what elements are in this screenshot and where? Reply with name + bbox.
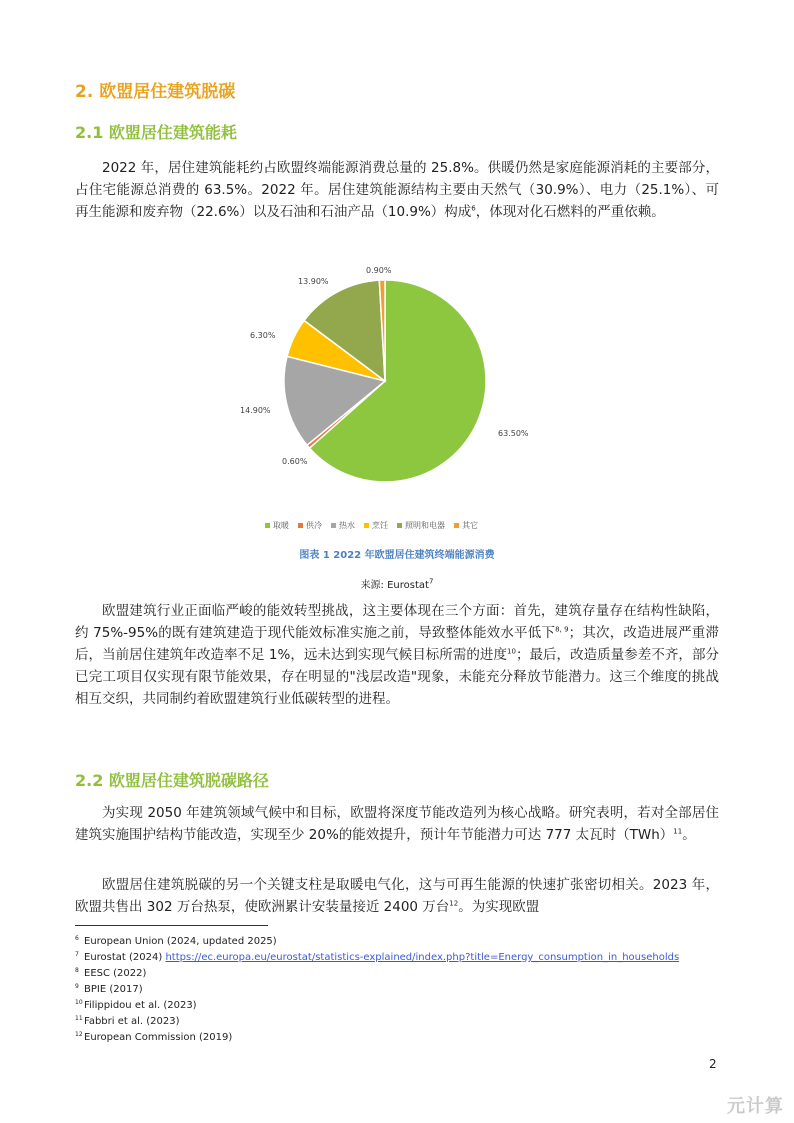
legend-item <box>397 520 445 531</box>
footnote-ref[interactable]: 11 <box>673 827 683 836</box>
legend-swatch <box>298 523 303 528</box>
footnote-ref[interactable]: 8, 9 <box>555 625 569 634</box>
chart-legend <box>265 520 565 531</box>
pie-slice-label: 63.50% <box>498 429 529 438</box>
pie-slice-label: 6.30% <box>250 331 276 340</box>
footnote-ref[interactable]: 10 <box>507 647 516 656</box>
footnote-text: European Commission (2019) <box>84 1032 233 1043</box>
footnote-ref[interactable]: 7 <box>428 577 434 586</box>
legend-swatch <box>331 523 336 528</box>
section-heading-2-2: 2.2 欧盟居住建筑脱碳路径 <box>75 771 269 790</box>
energy-consumption-pie-chart <box>200 258 600 508</box>
paragraph-energy-consumption: 2022 年，居住建筑能耗约占欧盟终端能源消费总量的 25.8%。供暖仍然是家庭能源消耗的主要部分，占住宅能源总消费的 63.5%。2022 年。居住建筑能源结构主要由天然气（30.9%）、电力（25.1%）、可再生能源和废弃物（22.6%）以及石油和石油产品（10.9%）构成$^6$，体现对化石燃料的严重依赖。 <box>75 160 719 220</box>
legend-label: 照明和电器 <box>405 521 445 530</box>
pie-slice-label: 0.90% <box>366 266 392 275</box>
chapter-heading: 2. 欧盟居住建筑脱碳 <box>75 82 236 102</box>
watermark-logo: 元计算 <box>727 1096 784 1117</box>
footnote: 6 European Union (2024, updated 2025) <box>75 934 277 947</box>
legend-label: 其它 <box>462 521 478 530</box>
footnote-text: EESC (2022) <box>84 968 147 979</box>
footnote: 8 EESC (2022) <box>75 966 147 979</box>
paragraph-electrification: 欧盟居住建筑脱碳的另一个关键支柱是取暖电气化，这与可再生能源的快速扩张密切相关。2023 年，欧盟共售出 302 万台热泵，使欧洲累计安装量接近 2400 万台$^{12}$。为实现欧盟 <box>75 877 719 915</box>
page-number: 2 <box>709 1057 717 1071</box>
legend-item <box>364 520 388 531</box>
footnote-ref[interactable]: 12 <box>449 899 459 908</box>
footnote-text: European Union (2024, updated 2025) <box>84 936 277 947</box>
footnote-divider <box>75 925 268 926</box>
footnote-text: Filippidou et al. (2023) <box>84 1000 197 1011</box>
footnote-ref[interactable]: 6 <box>471 204 476 213</box>
footnote: 7 Eurostat (2024) https://ec.europa.eu/eurostat/statistics-explained/index.php?title=Energy_consumption_in_households <box>75 950 680 963</box>
legend-swatch <box>397 523 402 528</box>
figure-source: 来源: Eurostat$^7$ <box>360 577 434 591</box>
legend-swatch <box>454 523 459 528</box>
section-heading-2-1: 2.1 欧盟居住建筑能耗 <box>75 123 237 142</box>
legend-item <box>265 520 289 531</box>
footnote-link[interactable]: https://ec.europa.eu/eurostat/statistics-explained/index.php?title=Energy_consumption_in_households <box>165 952 680 963</box>
legend-item <box>298 520 322 531</box>
footnote: 10Filippidou et al. (2023) <box>75 998 197 1011</box>
pie-slice-label: 14.90% <box>240 406 271 415</box>
legend-label: 热水 <box>339 521 355 530</box>
legend-item <box>331 520 355 531</box>
pie-slice-label: 0.60% <box>282 457 308 466</box>
legend-swatch <box>265 523 270 528</box>
footnote-text: Eurostat (2024) <box>84 952 166 963</box>
legend-swatch <box>364 523 369 528</box>
legend-label: 供冷 <box>306 521 322 530</box>
footnote: 12European Commission (2019) <box>75 1030 233 1043</box>
pie-slice-label: 13.90% <box>298 277 329 286</box>
footnote-list <box>75 934 679 1046</box>
legend-item <box>454 520 478 531</box>
figure-caption: 图表 1 2022 年欧盟居住建筑终端能源消费 <box>299 550 495 561</box>
footnote: 11Fabbri et al. (2023) <box>75 1014 180 1027</box>
legend-label: 烹饪 <box>372 521 388 530</box>
legend-label: 取暖 <box>273 521 289 530</box>
paragraph-deep-retrofit: 为实现 2050 年建筑领域气候中和目标，欧盟将深度节能改造列为核心战略。研究表明，若对全部居住建筑实施围护结构节能改造，实现至少 20%的能效提升，预计年节能潜力可达 777 太瓦时（TWh）$^{11}$。 <box>75 805 719 843</box>
footnote: 9 BPIE (2017) <box>75 982 143 995</box>
paragraph-challenges: 欧盟建筑行业正面临严峻的能效转型挑战，这主要体现在三个方面：首先，建筑存量存在结构性缺陷，约 75%-95%的既有建筑建造于现代能效标准实施之前，导致整体能效水平低下$^{8, 9}$；其次，改造进展严重滞后，当前居住建筑年改造率不足 1%，远未达到实现气候目标所需的进度$^{10}$；最后，改造质量参差不齐，部分已完工项目仅实现有限节能效果，存在明显的"浅层改造"现象，未能充分释放节能潜力。这三个维度的挑战相互交织，共同制约着欧盟建筑行业低碳转型的进程。 <box>75 603 720 707</box>
footnote-text: Fabbri et al. (2023) <box>84 1016 180 1027</box>
footnote-text: BPIE (2017) <box>84 984 143 995</box>
